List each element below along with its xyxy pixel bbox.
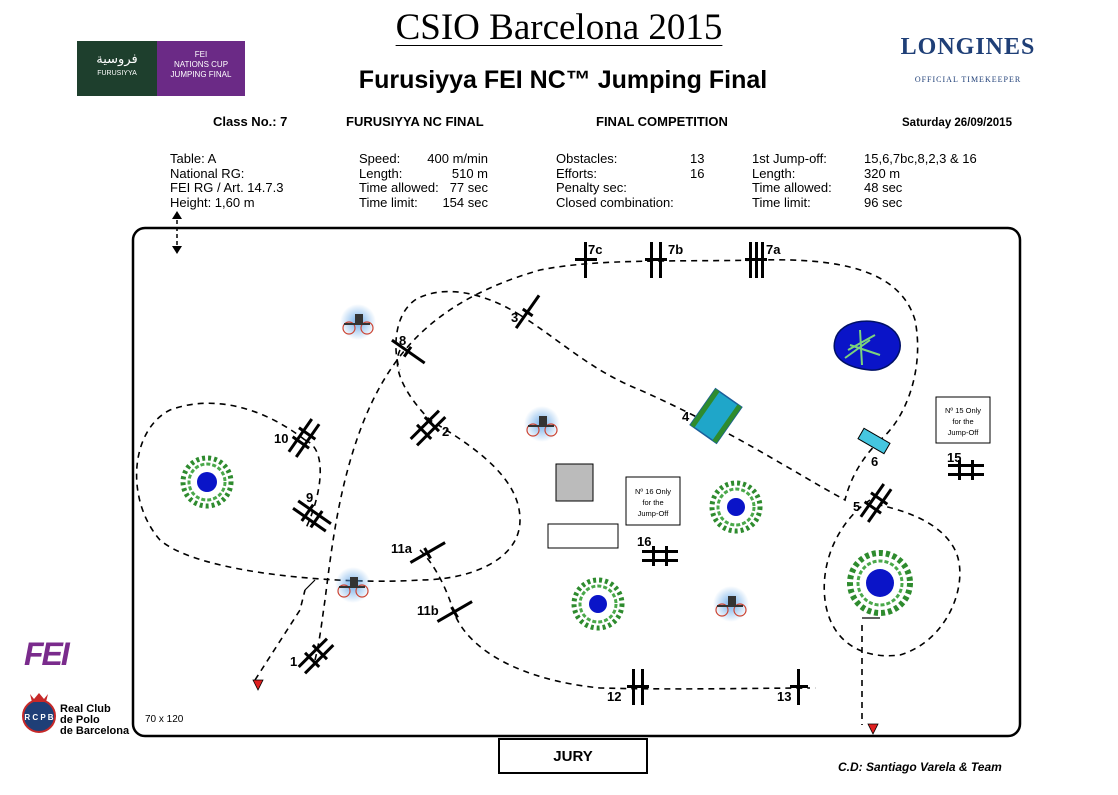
obstacle-13 [790, 669, 808, 705]
class-number: Class No.: 7 [213, 114, 288, 129]
obstacle-label: 12 [607, 689, 622, 704]
page-subtitle: Furusiyya FEI NC™ Jumping Final [358, 66, 768, 94]
jury-box: JURY [498, 738, 648, 774]
class-name: FURUSIYYA NC FINAL [346, 114, 484, 129]
dimension-arrow-bottom [172, 246, 182, 254]
obstacle-12 [627, 669, 649, 705]
obstacle-label: 7c [588, 242, 603, 257]
obstacle-label: 7b [668, 242, 684, 257]
obstacle-label: 8 [399, 333, 407, 348]
arena-size: 70 x 120 [145, 714, 184, 725]
white-block [548, 524, 618, 548]
obstacle-label: 10 [274, 431, 289, 446]
obstacle-label: 7a [766, 242, 781, 257]
obstacle-label: 9 [306, 490, 314, 505]
obstacle-label: 13 [777, 689, 792, 704]
carriage-decoration [713, 586, 749, 622]
obstacle-label: 1 [290, 654, 298, 669]
pond-decoration [834, 321, 900, 370]
info-speed-labels: Speed: Length: Time allowed: Time limit: [359, 151, 439, 210]
blue-dot [727, 498, 745, 516]
info-speed-values: 400 m/min 510 m 77 sec 154 sec [427, 151, 488, 210]
carriage-decoration [524, 406, 560, 442]
obstacle-label: 15 [947, 450, 962, 465]
obstacle-11a [408, 538, 449, 568]
competition-date: Saturday 26/09/2015 [902, 117, 1012, 129]
blue-dot [197, 472, 217, 492]
blue-dot [589, 595, 607, 613]
jumpoff-note-15: Nº 15 Only [944, 406, 982, 415]
info-table-column: Table: A National RG: FEI RG / Art. 14.7.3 Height: 1,60 m [170, 151, 284, 210]
obstacle-label: 6 [871, 454, 879, 469]
start-line [305, 580, 315, 590]
large-bush-decoration [850, 553, 910, 613]
start-flag [253, 680, 263, 690]
jumpoff-note-15: Jump-Off [947, 428, 979, 437]
course-route [137, 260, 960, 725]
obstacle-label: 5 [853, 499, 861, 514]
obstacle-label: 16 [637, 534, 652, 549]
info-jumpoff-values: 15,6,7bc,8,2,3 & 16 320 m 48 sec 96 sec [864, 151, 977, 210]
obstacle-label: 11b [417, 603, 439, 618]
info-obstacles-values: 13 16 [690, 151, 705, 181]
course-designer: C.D: Santiago Varela & Team [838, 760, 1002, 774]
obstacle-7b [645, 242, 667, 278]
grey-block [556, 464, 593, 501]
obstacle-16 [642, 546, 678, 566]
dimension-arrow-top [172, 211, 182, 219]
longines-logo: LONGINES OFFICIAL TIMEKEEPER [900, 34, 1036, 84]
obstacle-4-water [690, 389, 741, 443]
obstacle-label: 2 [442, 424, 450, 439]
obstacle-11b [435, 597, 476, 627]
obstacle-5 [856, 481, 895, 525]
carriage-decoration [335, 567, 371, 603]
finish-flag [868, 724, 878, 734]
club-badge [23, 693, 55, 732]
club-name: Real Club de Polo de Barcelona [60, 703, 130, 737]
obstacle-10 [284, 416, 323, 460]
jumpoff-note-15: for the [952, 417, 974, 426]
obstacle-6 [858, 428, 890, 453]
svg-text:R C P B: R C P B [24, 713, 54, 722]
page-title: CSIO Barcelona 2015 [395, 7, 723, 48]
carriage-decoration [340, 304, 376, 340]
competition-name: FINAL COMPETITION [596, 114, 728, 129]
jumpoff-note-16: Nº 16 Only [634, 487, 672, 496]
fei-logo: FEI [24, 636, 68, 672]
jumpoff-note-16: for the [642, 498, 664, 507]
obstacle-label: 3 [511, 310, 519, 325]
obstacle-7a [745, 242, 767, 278]
info-obstacles-labels: Obstacles: Efforts: Penalty sec: Closed combination: [556, 151, 674, 210]
nations-cup-logo: FEI NATIONS CUP JUMPING FINAL [157, 41, 245, 96]
obstacle-label: 11a [391, 541, 412, 556]
obstacle-label: 4 [682, 409, 690, 424]
furusiyya-logo: فروسية FURUSIYYA [77, 41, 157, 96]
info-jumpoff-labels: 1st Jump-off: Length: Time allowed: Time limit: [752, 151, 832, 210]
jumpoff-note-16: Jump-Off [637, 509, 669, 518]
